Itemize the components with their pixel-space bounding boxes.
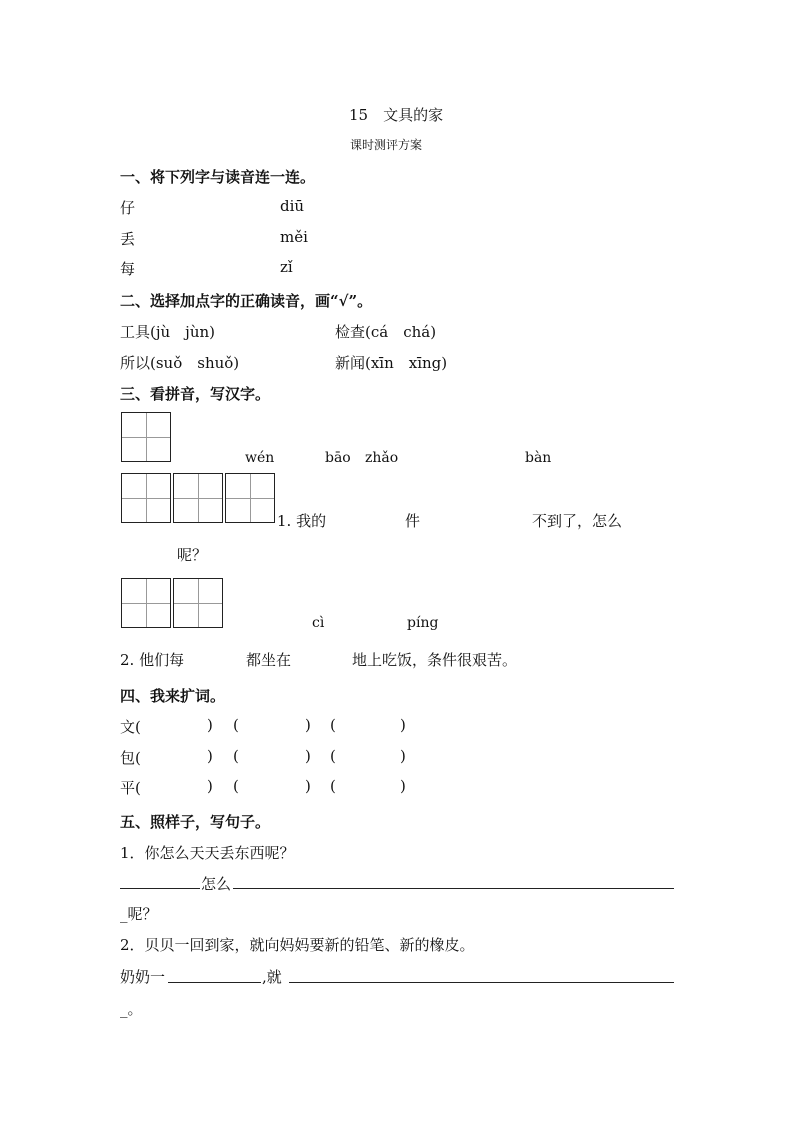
page-title: 15 文具的家 xyxy=(349,106,444,124)
sentence1-part: 件 xyxy=(405,512,421,530)
section1-char: 仔 xyxy=(120,199,136,217)
section2-heading: 二、选择加点字的正确读音，画“√”。 xyxy=(120,292,373,310)
fill-text: 奶奶一 xyxy=(120,968,166,986)
paren: ( xyxy=(330,747,336,765)
example-sentence: 1．你怎么天天丢东西呢？ xyxy=(120,844,295,862)
section1-pinyin: zǐ xyxy=(280,258,293,276)
expand-char: 文( xyxy=(120,718,141,736)
sentence1-part: 不到了，怎么 xyxy=(532,512,623,530)
section2-item: 工具(jù jùn) xyxy=(120,323,215,341)
pinyin-label: bāo xyxy=(325,450,351,466)
expand-char: 平( xyxy=(120,779,141,797)
pinyin-label: bàn xyxy=(525,450,552,466)
answer-blank[interactable] xyxy=(168,982,261,983)
section4-heading: 四、我来扩词。 xyxy=(120,687,226,705)
section5-heading: 五、照样子，写句子。 xyxy=(120,813,271,831)
page-subtitle: 课时测评方案 xyxy=(350,138,423,152)
section2-item: 新闻(xīn xīng) xyxy=(335,354,448,372)
answer-blank[interactable] xyxy=(233,888,674,889)
sentence1-part: 1. 我的 xyxy=(277,512,327,530)
paren: ) xyxy=(400,747,406,765)
section2-item: 所以(suǒ shuǒ) xyxy=(120,354,240,372)
writing-grid[interactable] xyxy=(173,473,223,523)
section1-pinyin: diū xyxy=(280,197,305,215)
fill-text: _呢？ xyxy=(120,905,158,923)
paren: ) xyxy=(400,777,406,795)
section1-char: 每 xyxy=(120,260,136,278)
sentence2-part: 地上吃饭，条件很艰苦。 xyxy=(352,651,518,669)
section1-char: 丢 xyxy=(120,230,136,248)
paren: ) xyxy=(400,716,406,734)
fill-text: ,就 xyxy=(262,968,282,986)
fill-text: _。 xyxy=(120,1000,143,1018)
paren: ) xyxy=(305,777,311,795)
pinyin-label: zhǎo xyxy=(365,450,399,466)
pinyin-label: cì xyxy=(312,615,325,631)
writing-grid[interactable] xyxy=(121,578,171,628)
paren: ( xyxy=(233,747,239,765)
example-sentence: 2．贝贝一回到家，就向妈妈要新的铅笔、新的橡皮。 xyxy=(120,936,475,954)
sentence1-end: 呢？ xyxy=(177,546,208,564)
fill-text: 怎么 xyxy=(201,875,232,893)
paren: ) xyxy=(207,747,213,765)
pinyin-label: píng xyxy=(407,615,439,631)
sentence2-part: 都坐在 xyxy=(246,651,292,669)
paren: ) xyxy=(207,716,213,734)
paren: ) xyxy=(305,747,311,765)
writing-grid[interactable] xyxy=(173,578,223,628)
answer-blank[interactable] xyxy=(120,888,200,889)
expand-char: 包( xyxy=(120,749,141,767)
pinyin-label: wén xyxy=(245,450,275,466)
paren: ( xyxy=(330,777,336,795)
paren: ( xyxy=(233,777,239,795)
writing-grid[interactable] xyxy=(121,473,171,523)
section1-heading: 一、将下列字与读音连一连。 xyxy=(120,168,316,186)
paren: ( xyxy=(330,716,336,734)
sentence2-part: 2. 他们每 xyxy=(120,651,185,669)
section3-heading: 三、看拼音，写汉字。 xyxy=(120,385,271,403)
paren: ) xyxy=(305,716,311,734)
section2-item: 检查(cá chá) xyxy=(335,323,437,341)
answer-blank[interactable] xyxy=(289,982,674,983)
paren: ( xyxy=(233,716,239,734)
section1-pinyin: měi xyxy=(280,228,308,246)
writing-grid[interactable] xyxy=(121,412,171,462)
paren: ) xyxy=(207,777,213,795)
writing-grid[interactable] xyxy=(225,473,275,523)
